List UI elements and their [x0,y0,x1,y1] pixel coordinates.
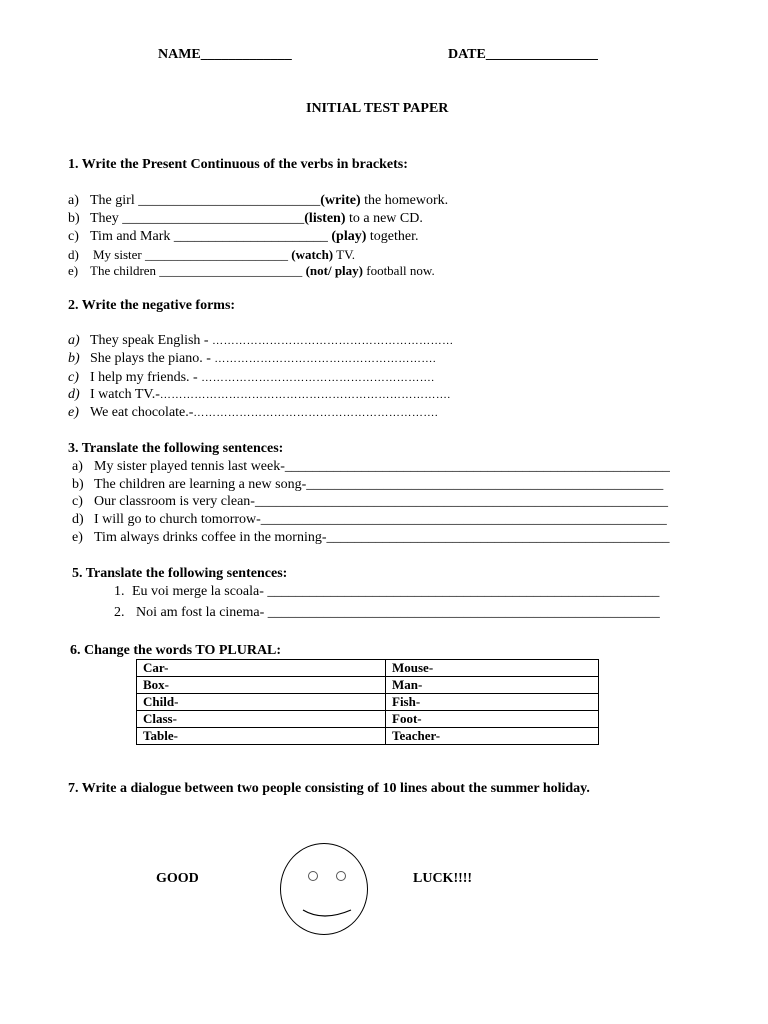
answer-dots: ……………………………………………………… [212,335,454,347]
answer-dots: …………………………………………………. [214,353,437,365]
s3-item-d [72,512,698,528]
s2-item-a [68,333,454,349]
item-verb: (not/ play) [305,263,363,278]
table-cell[interactable]: Table- [137,728,386,745]
item-letter: e) [68,263,79,278]
s3-item-e [72,530,702,546]
s2-item-d [68,387,451,403]
item-verb: (play) [331,229,367,244]
item-verb: (listen) [304,211,346,226]
item-number: 2. [114,605,125,620]
item-text: Our classroom is very clean-___________________________________________________________ [94,494,668,509]
item-text: We eat chocolate.- [90,405,194,420]
item-text: The children ______________________ [90,263,306,278]
item-letter: b) [68,211,80,226]
name-field[interactable]: NAME_____________ [158,47,292,62]
good-text: GOOD [156,871,199,886]
table-cell[interactable]: Class- [137,711,386,728]
answer-dots: …………………………………………………………………. [159,389,451,401]
item-letter: b) [72,477,84,492]
section-5-heading: 5. Translate the following sentences: [72,566,288,581]
smile-mouth [303,910,351,916]
table-row [137,728,599,745]
item-letter: c) [72,494,83,509]
item-letter: b) [68,351,80,366]
table-cell[interactable]: Car- [137,660,386,677]
section-7-heading: 7. Write a dialogue between two people consisting of 10 lines about the summer holiday. [68,781,590,796]
s1-item-b [68,211,423,227]
table-cell[interactable]: Fish- [386,694,599,711]
item-letter: c) [68,229,79,244]
page-title: INITIAL TEST PAPER [306,101,449,116]
s2-item-c [68,370,434,386]
item-text: The girl __________________________ [90,193,321,208]
answer-dots: ……………………………………………………. [201,372,435,384]
table-row [137,694,599,711]
plural-table [136,659,599,745]
item-number: 1. [114,584,125,599]
table-cell[interactable]: Box- [137,677,386,694]
item-text: She plays the piano. - [90,351,211,366]
table-cell[interactable]: Man- [386,677,599,694]
s3-item-c [72,494,702,510]
item-letter: d) [68,247,79,262]
s1-item-a [68,193,448,209]
item-rest: TV. [333,247,356,262]
answer-dots: ………………………………………………………. [193,407,439,419]
item-letter: d) [72,512,84,527]
item-text: Eu voi merge la scoala- ________________________________________________________ [132,584,660,599]
luck-text: LUCK!!!! [413,871,473,886]
table-cell[interactable]: Foot- [386,711,599,728]
item-letter: c) [68,370,79,385]
item-text: My sister played tennis last week-_______________________________________________________ [94,459,670,474]
item-verb: (watch) [291,247,334,262]
item-letter: a) [68,193,79,208]
item-text: Noi am fost la cinema- ________________________________________________________ [136,605,660,620]
item-rest: to a new CD. [345,211,423,226]
s5-item-2 [114,605,694,621]
item-verb: (write) [320,193,361,208]
s3-item-a [72,459,702,475]
left-eye [309,872,318,881]
smiley-face-icon [280,843,368,935]
item-text: I watch TV.- [90,387,160,402]
s1-item-d [68,247,355,263]
item-text: The children are learning a new song-___________________________________________________ [94,477,664,492]
smiley-face-drawing [281,844,367,934]
item-letter: e) [72,530,83,545]
s3-item-b [72,477,702,493]
right-eye [337,872,346,881]
item-rest: football now. [362,263,435,278]
item-letter: a) [72,459,83,474]
item-letter: e) [68,405,79,420]
table-cell[interactable]: Teacher- [386,728,599,745]
section-6-heading: 6. Change the words TO PLURAL: [70,643,282,658]
table-cell[interactable]: Child- [137,694,386,711]
date-field[interactable]: DATE________________ [448,47,598,62]
section-1-heading: 1. Write the Present Continuous of the verbs in brackets: [68,157,408,172]
item-letter: d) [68,387,80,402]
table-row [137,660,599,677]
item-text: Tim always drinks coffee in the morning-_________________________________________________ [94,530,670,545]
s5-item-1 [114,584,694,600]
s1-item-e [68,263,435,279]
s2-item-e [68,405,438,421]
item-text: I will go to church tomorrow-__________________________________________________________ [94,512,667,527]
s1-item-c [68,229,419,245]
section-3-heading: 3. Translate the following sentences: [68,441,284,456]
item-letter: a) [68,333,80,348]
item-text: I help my friends. - [90,370,198,385]
item-text: My sister ______________________ [93,247,292,262]
item-rest: together. [366,229,419,244]
item-rest: the homework. [360,193,449,208]
table-row [137,677,599,694]
section-2-heading: 2. Write the negative forms: [68,298,236,313]
item-text: They __________________________ [90,211,305,226]
item-text: Tim and Mark ______________________ [90,229,332,244]
table-row [137,711,599,728]
s2-item-b [68,351,436,367]
item-text: They speak English - [90,333,209,348]
table-cell[interactable]: Mouse- [386,660,599,677]
